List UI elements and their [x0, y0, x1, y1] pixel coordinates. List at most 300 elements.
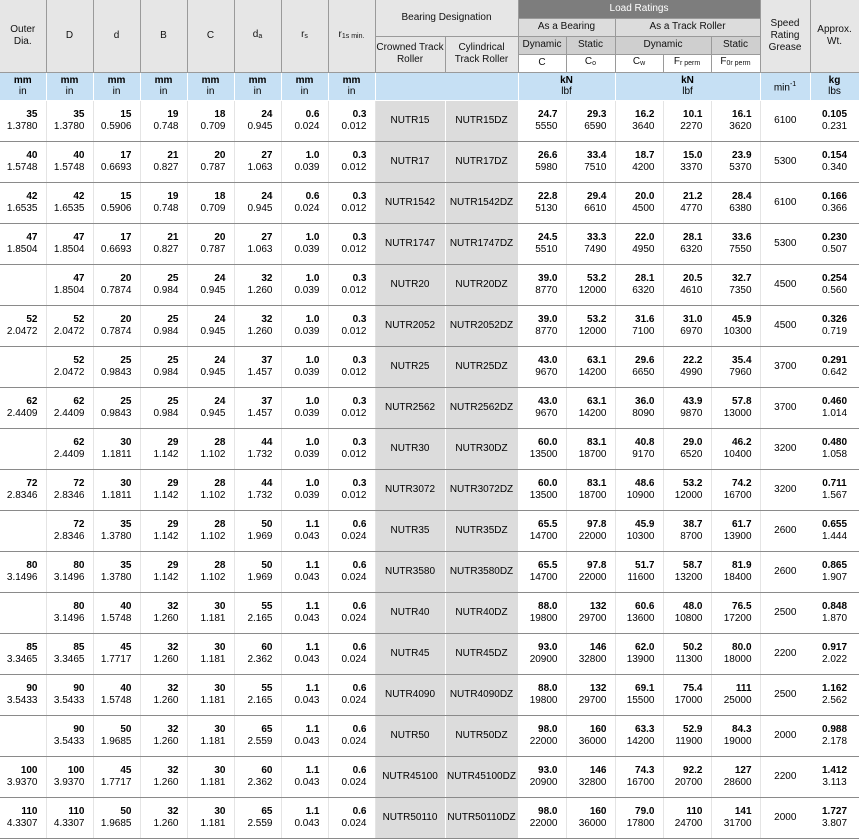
header-as-a-bearing: As a Bearing — [518, 18, 615, 36]
cell-rs: 1.1 0.043 — [281, 797, 328, 838]
cell-for: 74.2 16700 — [711, 469, 760, 510]
cell-B: 21 0.827 — [140, 223, 187, 264]
cell-da: 55 2.165 — [234, 674, 281, 715]
cell-B: 32 1.260 — [140, 592, 187, 633]
cell-da: 60 2.362 — [234, 756, 281, 797]
header-da: $d_a$ — [234, 0, 281, 72]
cell-rs: 0.6 0.024 — [281, 182, 328, 223]
cell-od: 110 4.3307 — [0, 797, 46, 838]
cell-da: 27 1.063 — [234, 141, 281, 182]
table-row — [0, 715, 859, 756]
unit-kn-track: kN lbf — [615, 72, 760, 100]
cell-cw: 48.6 10900 — [615, 469, 663, 510]
cell-od: 35 1.3780 — [0, 100, 46, 141]
cell-speed: 2200 — [760, 633, 810, 674]
cell-da: 37 1.457 — [234, 387, 281, 428]
cell-cyl: NUTR1747DZ — [445, 223, 518, 264]
cell-speed: 3200 — [760, 469, 810, 510]
cell-c: 98.0 22000 — [518, 715, 566, 756]
cell-co: 132 29700 — [566, 592, 615, 633]
header-dynamic: Dynamic — [518, 36, 566, 54]
cell-co: 83.1 18700 — [566, 469, 615, 510]
unit-da: mm in — [234, 72, 281, 100]
cell-r1s: 0.6 0.024 — [328, 592, 375, 633]
cell-speed: 2000 — [760, 797, 810, 838]
cell-cyl: NUTR3580DZ — [445, 551, 518, 592]
cell-od — [0, 510, 46, 551]
table-row — [0, 182, 859, 223]
cell-od — [0, 715, 46, 756]
cell-B: 32 1.260 — [140, 633, 187, 674]
cell-cw: 18.7 4200 — [615, 141, 663, 182]
table-row — [0, 264, 859, 305]
cell-da: 37 1.457 — [234, 346, 281, 387]
cell-rs: 1.1 0.043 — [281, 551, 328, 592]
header-static: Static — [566, 36, 615, 54]
cell-crowned: NUTR25 — [375, 346, 445, 387]
cell-fr: 48.0 10800 — [663, 592, 711, 633]
cell-co: 63.1 14200 — [566, 346, 615, 387]
cell-D: 80 3.1496 — [46, 551, 93, 592]
cell-r1s: 0.6 0.024 — [328, 510, 375, 551]
cell-wt: 0.988 2.178 — [810, 715, 859, 756]
cell-cyl: NUTR2562DZ — [445, 387, 518, 428]
cell-d: 17 0.6693 — [93, 223, 140, 264]
unit-outer: mm in — [0, 72, 46, 100]
cell-wt: 0.848 1.870 — [810, 592, 859, 633]
cell-co: 29.4 6610 — [566, 182, 615, 223]
cell-for: 80.0 18000 — [711, 633, 760, 674]
cell-d: 35 1.3780 — [93, 551, 140, 592]
cell-cyl: NUTR35DZ — [445, 510, 518, 551]
cell-rs: 1.0 0.039 — [281, 469, 328, 510]
cell-D: 47 1.8504 — [46, 223, 93, 264]
cell-wt: 0.254 0.560 — [810, 264, 859, 305]
cell-C: 30 1.181 — [187, 797, 234, 838]
cell-r1s: 0.6 0.024 — [328, 674, 375, 715]
cell-speed: 6100 — [760, 100, 810, 141]
table-row — [0, 797, 859, 838]
cell-cw: 51.7 11600 — [615, 551, 663, 592]
cell-od: 52 2.0472 — [0, 305, 46, 346]
cell-da: 27 1.063 — [234, 223, 281, 264]
cell-da: 65 2.559 — [234, 797, 281, 838]
header-d: d — [93, 0, 140, 72]
cell-cw: 16.2 3640 — [615, 100, 663, 141]
cell-cyl: NUTR25DZ — [445, 346, 518, 387]
cell-rs: 1.1 0.043 — [281, 715, 328, 756]
cell-wt: 0.154 0.340 — [810, 141, 859, 182]
cell-B: 32 1.260 — [140, 715, 187, 756]
table-row — [0, 592, 859, 633]
cell-c: 43.0 9670 — [518, 387, 566, 428]
header-C: C — [187, 0, 234, 72]
cell-speed: 2600 — [760, 551, 810, 592]
cell-for: 111 25000 — [711, 674, 760, 715]
cell-wt: 0.480 1.058 — [810, 428, 859, 469]
cell-fr: 28.1 6320 — [663, 223, 711, 264]
cell-fr: 15.0 3370 — [663, 141, 711, 182]
cell-fr: 10.1 2270 — [663, 100, 711, 141]
header-load-ratings: Load Ratings — [518, 0, 760, 18]
header-c-col: C — [518, 54, 566, 72]
cell-rs: 1.0 0.039 — [281, 223, 328, 264]
cell-fr: 31.0 6970 — [663, 305, 711, 346]
cell-D: 62 2.4409 — [46, 428, 93, 469]
cell-D: 35 1.3780 — [46, 100, 93, 141]
cell-d: 15 0.5906 — [93, 182, 140, 223]
cell-da: 65 2.559 — [234, 715, 281, 756]
table-row — [0, 469, 859, 510]
cell-wt: 0.105 0.231 — [810, 100, 859, 141]
cell-B: 25 0.984 — [140, 346, 187, 387]
header-speed-rating: Speed Rating Grease — [760, 0, 810, 72]
header-B: B — [140, 0, 187, 72]
cell-r1s: 0.3 0.012 — [328, 469, 375, 510]
cell-od: 72 2.8346 — [0, 469, 46, 510]
cell-B: 29 1.142 — [140, 469, 187, 510]
table-row — [0, 428, 859, 469]
cell-crowned: NUTR3072 — [375, 469, 445, 510]
header-dynamic-track: Dynamic — [615, 36, 711, 54]
cell-C: 24 0.945 — [187, 387, 234, 428]
cell-cw: 36.0 8090 — [615, 387, 663, 428]
cell-speed: 4500 — [760, 305, 810, 346]
cell-speed: 3700 — [760, 346, 810, 387]
cell-c: 39.0 8770 — [518, 264, 566, 305]
cell-crowned: NUTR20 — [375, 264, 445, 305]
cell-for: 61.7 13900 — [711, 510, 760, 551]
cell-c: 98.0 22000 — [518, 797, 566, 838]
cell-B: 32 1.260 — [140, 797, 187, 838]
cell-C: 28 1.102 — [187, 428, 234, 469]
header-bearing-designation: Bearing Designation — [375, 0, 518, 36]
unit-B: mm in — [140, 72, 187, 100]
cell-d: 45 1.7717 — [93, 633, 140, 674]
cell-cw: 60.6 13600 — [615, 592, 663, 633]
cell-co: 53.2 12000 — [566, 305, 615, 346]
header-approx-wt: Approx. Wt. — [810, 0, 859, 72]
cell-B: 25 0.984 — [140, 305, 187, 346]
header-cw-col: $C_w$ — [615, 54, 663, 72]
table-body — [0, 100, 859, 838]
cell-for: 57.8 13000 — [711, 387, 760, 428]
cell-crowned: NUTR45 — [375, 633, 445, 674]
unit-rs: mm in — [281, 72, 328, 100]
cell-rs: 1.0 0.039 — [281, 305, 328, 346]
cell-crowned: NUTR2052 — [375, 305, 445, 346]
header-for-col: $F_{0r perm}$ — [711, 54, 760, 72]
cell-speed: 2200 — [760, 756, 810, 797]
header-D: D — [46, 0, 93, 72]
cell-crowned: NUTR2562 — [375, 387, 445, 428]
cell-cw: 29.6 6650 — [615, 346, 663, 387]
cell-r1s: 0.3 0.012 — [328, 264, 375, 305]
cell-for: 76.5 17200 — [711, 592, 760, 633]
cell-fr: 38.7 8700 — [663, 510, 711, 551]
header-outer-dia: Outer Dia. — [0, 0, 46, 72]
cell-co: 63.1 14200 — [566, 387, 615, 428]
cell-for: 23.9 5370 — [711, 141, 760, 182]
cell-wt: 0.291 0.642 — [810, 346, 859, 387]
cell-cyl: NUTR15DZ — [445, 100, 518, 141]
cell-crowned: NUTR30 — [375, 428, 445, 469]
cell-fr: 22.2 4990 — [663, 346, 711, 387]
cell-D: 72 2.8346 — [46, 469, 93, 510]
cell-d: 15 0.5906 — [93, 100, 140, 141]
cell-d: 20 0.7874 — [93, 305, 140, 346]
cell-fr: 50.2 11300 — [663, 633, 711, 674]
cell-fr: 52.9 11900 — [663, 715, 711, 756]
cell-for: 84.3 19000 — [711, 715, 760, 756]
unit-C: mm in — [187, 72, 234, 100]
cell-da: 44 1.732 — [234, 428, 281, 469]
cell-B: 21 0.827 — [140, 141, 187, 182]
cell-rs: 1.1 0.043 — [281, 510, 328, 551]
cell-cyl: NUTR45DZ — [445, 633, 518, 674]
cell-crowned: NUTR35 — [375, 510, 445, 551]
cell-C: 30 1.181 — [187, 756, 234, 797]
cell-wt: 0.655 1.444 — [810, 510, 859, 551]
cell-r1s: 0.3 0.012 — [328, 223, 375, 264]
cell-cw: 79.0 17800 — [615, 797, 663, 838]
cell-C: 30 1.181 — [187, 633, 234, 674]
cell-od — [0, 346, 46, 387]
cell-for: 81.9 18400 — [711, 551, 760, 592]
cell-crowned: NUTR3580 — [375, 551, 445, 592]
unit-kn-bearing: kN lbf — [518, 72, 615, 100]
cell-for: 127 28600 — [711, 756, 760, 797]
cell-rs: 1.1 0.043 — [281, 592, 328, 633]
cell-cyl: NUTR50110DZ — [445, 797, 518, 838]
cell-c: 26.6 5980 — [518, 141, 566, 182]
cell-co: 146 32800 — [566, 756, 615, 797]
cell-cyl: NUTR30DZ — [445, 428, 518, 469]
cell-cw: 62.0 13900 — [615, 633, 663, 674]
cell-c: 43.0 9670 — [518, 346, 566, 387]
cell-D: 52 2.0472 — [46, 305, 93, 346]
cell-co: 97.8 22000 — [566, 551, 615, 592]
cell-wt: 0.326 0.719 — [810, 305, 859, 346]
cell-cyl: NUTR2052DZ — [445, 305, 518, 346]
cell-r1s: 0.3 0.012 — [328, 346, 375, 387]
cell-cyl: NUTR1542DZ — [445, 182, 518, 223]
cell-crowned: NUTR15 — [375, 100, 445, 141]
cell-c: 24.5 5510 — [518, 223, 566, 264]
cell-crowned: NUTR1747 — [375, 223, 445, 264]
cell-d: 20 0.7874 — [93, 264, 140, 305]
unit-r1s: mm in — [328, 72, 375, 100]
unit-d: mm in — [93, 72, 140, 100]
cell-r1s: 0.3 0.012 — [328, 305, 375, 346]
cell-c: 24.7 5550 — [518, 100, 566, 141]
cell-D: 40 1.5748 — [46, 141, 93, 182]
cell-D: 42 1.6535 — [46, 182, 93, 223]
cell-crowned: NUTR4090 — [375, 674, 445, 715]
cell-co: 83.1 18700 — [566, 428, 615, 469]
cell-d: 40 1.5748 — [93, 674, 140, 715]
cell-cyl: NUTR20DZ — [445, 264, 518, 305]
cell-for: 141 31700 — [711, 797, 760, 838]
table-row — [0, 141, 859, 182]
cell-cyl: NUTR4090DZ — [445, 674, 518, 715]
cell-d: 25 0.9843 — [93, 387, 140, 428]
cell-B: 29 1.142 — [140, 428, 187, 469]
cell-rs: 1.0 0.039 — [281, 387, 328, 428]
cell-for: 33.6 7550 — [711, 223, 760, 264]
cell-for: 32.7 7350 — [711, 264, 760, 305]
table-row — [0, 100, 859, 141]
cell-speed: 2500 — [760, 592, 810, 633]
cell-c: 39.0 8770 — [518, 305, 566, 346]
table-row — [0, 674, 859, 715]
cell-d: 30 1.1811 — [93, 469, 140, 510]
cell-r1s: 0.6 0.024 — [328, 797, 375, 838]
cell-r1s: 0.3 0.012 — [328, 387, 375, 428]
cell-D: 85 3.3465 — [46, 633, 93, 674]
unit-wt: kg lbs — [810, 72, 859, 100]
cell-B: 19 0.748 — [140, 100, 187, 141]
cell-co: 160 36000 — [566, 715, 615, 756]
cell-co: 33.3 7490 — [566, 223, 615, 264]
cell-speed: 2600 — [760, 510, 810, 551]
cell-C: 18 0.709 — [187, 100, 234, 141]
cell-c: 65.5 14700 — [518, 551, 566, 592]
cell-fr: 110 24700 — [663, 797, 711, 838]
cell-da: 60 2.362 — [234, 633, 281, 674]
cell-c: 93.0 20900 — [518, 633, 566, 674]
cell-r1s: 0.3 0.012 — [328, 428, 375, 469]
header-crowned-track-roller: Crowned Track Roller — [375, 36, 445, 72]
cell-wt: 1.162 2.562 — [810, 674, 859, 715]
cell-co: 97.8 22000 — [566, 510, 615, 551]
cell-d: 45 1.7717 — [93, 756, 140, 797]
cell-speed: 3200 — [760, 428, 810, 469]
cell-od: 40 1.5748 — [0, 141, 46, 182]
cell-c: 60.0 13500 — [518, 428, 566, 469]
cell-da: 50 1.969 — [234, 510, 281, 551]
cell-C: 28 1.102 — [187, 551, 234, 592]
unit-designation — [375, 72, 518, 100]
cell-cyl: NUTR40DZ — [445, 592, 518, 633]
cell-r1s: 0.6 0.024 — [328, 715, 375, 756]
cell-fr: 53.2 12000 — [663, 469, 711, 510]
cell-co: 53.2 12000 — [566, 264, 615, 305]
units-row — [0, 72, 859, 100]
cell-fr: 75.4 17000 — [663, 674, 711, 715]
cell-d: 40 1.5748 — [93, 592, 140, 633]
cell-od: 80 3.1496 — [0, 551, 46, 592]
cell-r1s: 0.6 0.024 — [328, 633, 375, 674]
cell-C: 18 0.709 — [187, 182, 234, 223]
cell-B: 25 0.984 — [140, 387, 187, 428]
cell-r1s: 0.6 0.024 — [328, 756, 375, 797]
cell-wt: 1.727 3.807 — [810, 797, 859, 838]
header-static-track: Static — [711, 36, 760, 54]
cell-B: 29 1.142 — [140, 551, 187, 592]
cell-B: 25 0.984 — [140, 264, 187, 305]
cell-fr: 92.2 20700 — [663, 756, 711, 797]
cell-cyl: NUTR3072DZ — [445, 469, 518, 510]
cell-od: 62 2.4409 — [0, 387, 46, 428]
cell-rs: 1.0 0.039 — [281, 428, 328, 469]
cell-crowned: NUTR50 — [375, 715, 445, 756]
cell-wt: 1.412 3.113 — [810, 756, 859, 797]
cell-c: 65.5 14700 — [518, 510, 566, 551]
cell-d: 17 0.6693 — [93, 141, 140, 182]
cell-cw: 69.1 15500 — [615, 674, 663, 715]
cell-C: 28 1.102 — [187, 469, 234, 510]
cell-fr: 58.7 13200 — [663, 551, 711, 592]
cell-B: 32 1.260 — [140, 674, 187, 715]
unit-speed: $\min^{-1}$ — [760, 72, 810, 100]
cell-c: 60.0 13500 — [518, 469, 566, 510]
header-co-col: $C_o$ — [566, 54, 615, 72]
cell-wt: 0.711 1.567 — [810, 469, 859, 510]
header-as-a-track-roller: As a Track Roller — [615, 18, 760, 36]
cell-crowned: NUTR17 — [375, 141, 445, 182]
cell-da: 32 1.260 — [234, 264, 281, 305]
header-cylindrical-track-roller: Cylindrical Track Roller — [445, 36, 518, 72]
table-row — [0, 223, 859, 264]
cell-co: 146 32800 — [566, 633, 615, 674]
cell-wt: 0.460 1.014 — [810, 387, 859, 428]
cell-od: 90 3.5433 — [0, 674, 46, 715]
cell-for: 45.9 10300 — [711, 305, 760, 346]
cell-B: 29 1.142 — [140, 510, 187, 551]
cell-od — [0, 428, 46, 469]
table-row — [0, 756, 859, 797]
cell-for: 35.4 7960 — [711, 346, 760, 387]
cell-cw: 28.1 6320 — [615, 264, 663, 305]
cell-crowned: NUTR40 — [375, 592, 445, 633]
cell-D: 90 3.5433 — [46, 674, 93, 715]
cell-r1s: 0.3 0.012 — [328, 141, 375, 182]
cell-C: 24 0.945 — [187, 305, 234, 346]
cell-crowned: NUTR1542 — [375, 182, 445, 223]
cell-for: 28.4 6380 — [711, 182, 760, 223]
cell-cw: 45.9 10300 — [615, 510, 663, 551]
unit-D: mm in — [46, 72, 93, 100]
cell-D: 100 3.9370 — [46, 756, 93, 797]
cell-da: 24 0.945 — [234, 100, 281, 141]
cell-co: 33.4 7510 — [566, 141, 615, 182]
cell-cyl: NUTR17DZ — [445, 141, 518, 182]
header-r1s: $r_{1s min.}$ — [328, 0, 375, 72]
cell-c: 88.0 19800 — [518, 592, 566, 633]
cell-B: 19 0.748 — [140, 182, 187, 223]
cell-da: 32 1.260 — [234, 305, 281, 346]
table-row — [0, 346, 859, 387]
cell-C: 24 0.945 — [187, 346, 234, 387]
cell-c: 22.8 5130 — [518, 182, 566, 223]
cell-speed: 2000 — [760, 715, 810, 756]
cell-D: 52 2.0472 — [46, 346, 93, 387]
cell-od: 100 3.9370 — [0, 756, 46, 797]
header-rs: $r_s$ — [281, 0, 328, 72]
cell-C: 20 0.787 — [187, 223, 234, 264]
cell-c: 93.0 20900 — [518, 756, 566, 797]
cell-cw: 31.6 7100 — [615, 305, 663, 346]
cell-wt: 0.917 2.022 — [810, 633, 859, 674]
cell-od — [0, 264, 46, 305]
cell-fr: 21.2 4770 — [663, 182, 711, 223]
cell-cw: 40.8 9170 — [615, 428, 663, 469]
cell-da: 24 0.945 — [234, 182, 281, 223]
cell-C: 30 1.181 — [187, 715, 234, 756]
cell-d: 50 1.9685 — [93, 715, 140, 756]
cell-D: 47 1.8504 — [46, 264, 93, 305]
